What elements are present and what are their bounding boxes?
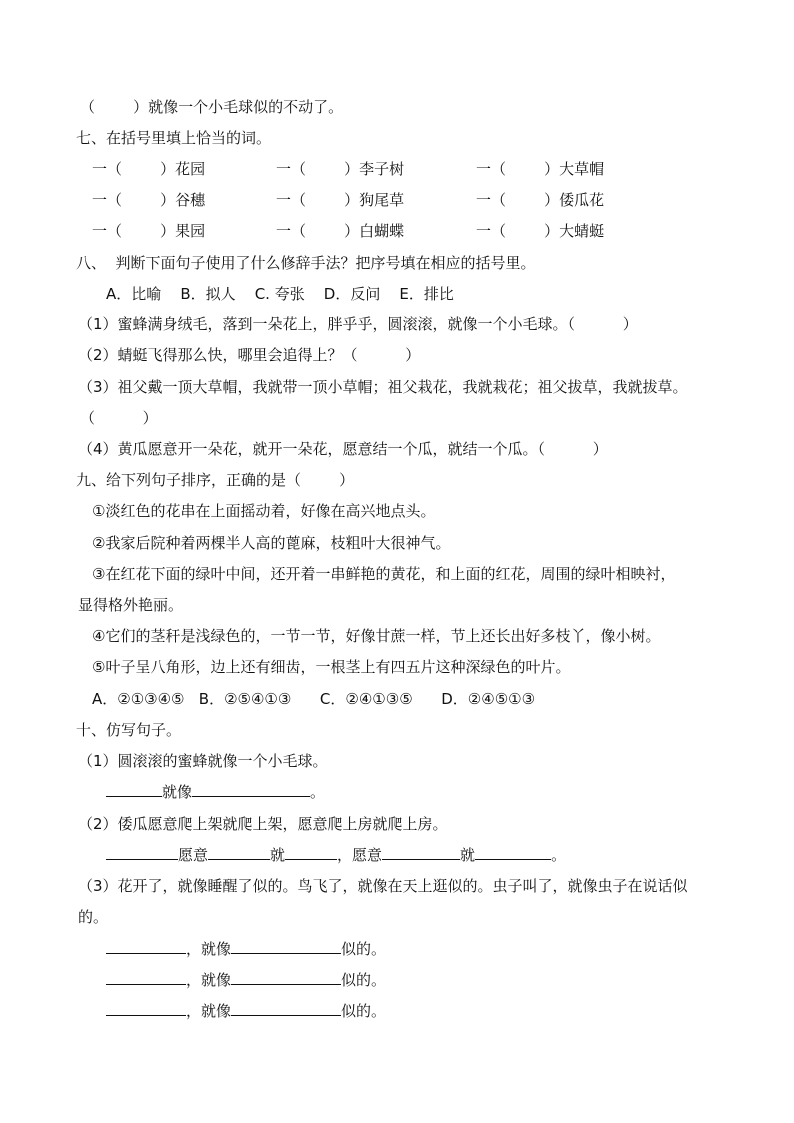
section9-title: 九、给下列句子排序，正确的是（ ） [76, 471, 355, 489]
section9-s1: ①淡红色的花串在上面摇动着，好像在高兴地点头。 [92, 502, 436, 520]
section9-choices: A．②①③④⑤ B．②⑤④①③ C．②④①③⑤ D．②④⑤①③ [92, 690, 536, 708]
answer-blank[interactable] [106, 970, 186, 985]
section10-q2: （2）倭瓜愿意爬上架就爬上架，愿意爬上房就爬上房。 [78, 815, 448, 833]
section9-s3-cont: 显得格外艳丽。 [78, 596, 184, 614]
section7-r1c1: 一（ ）花园 [92, 160, 206, 178]
answer-blank[interactable] [106, 845, 178, 860]
section8-item1: （1）蜜蜂满身绒毛，落到一朵花上，胖乎乎，圆滚滚，就像一个小毛球。（ ） [78, 315, 638, 333]
answer-blank[interactable] [106, 782, 162, 797]
fill-word: 就 [460, 846, 476, 864]
section7-r3c3: 一（ ）大蜻蜓 [476, 222, 605, 240]
section8-options: A．比喻 B．拟人 C. 夸张 D．反问 E．排比 [106, 285, 454, 303]
fill-word: 愿意 [178, 846, 209, 864]
top-line: （ ）就像一个小毛球似的不动了。 [80, 98, 344, 116]
section7-r3c2: 一（ ）白蝴蝶 [276, 222, 405, 240]
section10-q1: （1）圆滚滚的蜜蜂就像一个小毛球。 [78, 752, 328, 770]
section8-item3: （3）祖父戴一顶大草帽，我就带一顶小草帽；祖父栽花，我就栽花；祖父拔草，我就拔草。 [78, 378, 688, 396]
section10-q3-fill-1 [106, 939, 386, 959]
section7-r2c1: 一（ ）谷穗 [92, 191, 206, 209]
section9-s5: ⑤叶子呈八角形，边上还有细齿，一根茎上有四五片这种深绿色的叶片。 [92, 658, 571, 676]
fill-word: 似的。 [341, 1002, 387, 1020]
fill-word: 似的。 [341, 940, 387, 958]
section10-q3-line2: 的。 [78, 908, 109, 926]
section10-title: 十、仿写句子。 [76, 721, 182, 739]
fill-word: ，就像 [186, 940, 232, 958]
answer-blank[interactable] [231, 970, 341, 985]
section8-item2: （2）蜻蜓飞得那么快，哪里会追得上？（ ） [78, 346, 421, 364]
section7-r1c2: 一（ ）李子树 [276, 160, 405, 178]
section7-r2c2: 一（ ）狗尾草 [276, 191, 405, 209]
answer-blank[interactable] [106, 939, 186, 954]
section10-q3-line1: （3）花开了，就像睡醒了似的。鸟飞了，就像在天上逛似的。虫子叫了，就像虫子在说话似 [78, 877, 688, 895]
fill-word: 就 [270, 846, 286, 864]
section10-q3-fill-2 [106, 970, 386, 990]
answer-blank[interactable] [192, 782, 310, 797]
section10-q2-fill [106, 845, 566, 865]
section10-q1-fill [106, 782, 325, 802]
section7-r1c3: 一（ ）大草帽 [476, 160, 605, 178]
section7-r2c3: 一（ ）倭瓜花 [476, 191, 605, 209]
section9-s2: ②我家后院种着两棵半人高的蓖麻，枝粗叶大很神气。 [92, 534, 451, 552]
section7-r3c1: 一（ ）果园 [92, 222, 206, 240]
section9-s3: ③在红花下面的绿叶中间，还开着一串鲜艳的黄花，和上面的红花，周围的绿叶相映衬， [92, 565, 676, 583]
answer-blank[interactable] [475, 845, 551, 860]
answer-blank[interactable] [106, 1001, 186, 1016]
fill-word: ，就像 [186, 1002, 232, 1020]
section8-title: 八、 判断下面句子使用了什么修辞手法？把序号填在相应的括号里。 [76, 254, 536, 272]
answer-blank[interactable] [231, 1001, 341, 1016]
fill-word: ，就像 [186, 971, 232, 989]
answer-blank[interactable] [382, 845, 460, 860]
answer-blank[interactable] [208, 845, 270, 860]
answer-blank[interactable] [285, 845, 337, 860]
section8-item3-blank: （ ） [80, 409, 158, 427]
section10-q3-fill-3 [106, 1001, 386, 1021]
section7-title: 七、在括号里填上恰当的词。 [76, 129, 272, 147]
answer-blank[interactable] [231, 939, 341, 954]
fill-word: 就像 [162, 783, 193, 801]
section9-s4: ④它们的茎秆是浅绿色的，一节一节，好像甘蔗一样，节上还长出好多枝丫，像小树。 [92, 627, 661, 645]
section8-item4: （4）黄瓜愿意开一朵花，就开一朵花，愿意结一个瓜，就结一个瓜。（ ） [78, 440, 608, 458]
fill-word: ，愿意 [337, 846, 383, 864]
fill-word: 似的。 [341, 971, 387, 989]
fill-end: 。 [310, 783, 326, 801]
fill-end: 。 [551, 846, 567, 864]
